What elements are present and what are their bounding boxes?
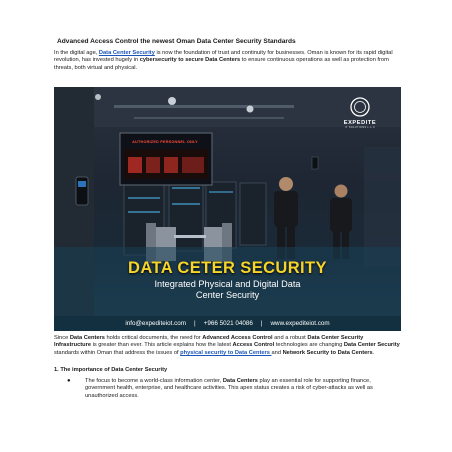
list-item [67,378,402,400]
bullet-text [85,378,402,400]
article-title: Advanced Access Control the newest Oman Data Center Security Standards [57,38,296,45]
dome-camera-icon [168,97,176,105]
contact-website: www.expediteiot.com [270,320,330,327]
intro-text-1: In the digital age, [54,50,99,56]
rack-led-5 [172,203,200,205]
screen-block-3 [164,157,178,173]
hero-image [54,87,401,331]
bullet-text-2: play an essential role for supporting finance, government health, enterprise, and healthcare activities. This apex status creates a risk of cyber-attacks as well as unauthorized access. [85,378,373,399]
p2-bold-2: Advanced Access Control [202,335,273,341]
section-heading: 1. The importance of Data Center Security [54,367,168,373]
screen-block [128,157,142,173]
data-center-security-link[interactable]: Data Center Security [98,50,155,56]
rack-led-4 [172,187,200,189]
logo-subtitle: IT SOLUTIONS L.L.C [344,126,376,129]
banner-subtitle-line1: Integrated Physical and Digital Data [154,279,301,289]
dome-camera-icon-2 [247,106,254,113]
p2-text-2: holds critical documents, the need for [104,335,203,341]
p2-bold-1: Data Centers [69,335,105,341]
authorized-personnel-sign: AUTHORIZED PERSONNEL ONLY [132,140,198,144]
body-paragraph [54,335,401,357]
logo-name: EXPEDITE [343,120,377,126]
wall-reader-icon [312,157,318,169]
separator: | [194,320,196,327]
rack-led-2 [128,197,160,199]
contact-phone: +966 5021 04086 [203,320,253,327]
bullet-bold-1: Data Centers [222,378,258,384]
separator-2: | [260,320,263,327]
hero-banner [54,259,401,301]
guard-head-2 [335,185,348,198]
rack-led-6 [209,191,233,193]
physical-security-link[interactable]: physical security to Data Centers [180,349,272,356]
p2-text-1: Since [54,335,70,341]
wall-camera-icon [95,94,101,100]
expedite-logo [333,97,387,129]
turnstile-arm [174,235,206,238]
p2-text-5: technologies are changing [274,342,344,349]
p2-bold-3: Data Center Security Infrastructure [54,335,364,349]
guard-body [274,191,298,227]
bullet-text-1: The focus to become a world-class information center, [85,378,223,384]
p2-bold-5: Data Center Security [343,342,400,349]
p2-text-6: standards within Oman that address the issues of [54,349,181,356]
ceiling-light-2 [134,117,284,119]
screen-block-4 [182,157,204,173]
keypad-screen [78,181,86,187]
bullet-icon: ● [67,378,71,384]
p2-text-3: and a robust [272,335,308,341]
server-rack-4 [240,183,266,245]
intro-paragraph [54,50,399,72]
intro-bold-1: cybersecurity to secure Data Centers [139,57,241,64]
ceiling-light [114,105,294,108]
screen-block-2 [146,157,160,173]
banner-title: DATA CETER SECURITY [128,259,327,277]
contact-bar [54,316,401,331]
p2-bold-4: Access Control [232,342,275,349]
p2-text-4: is greater than ever. This article explains how the latest [90,342,233,349]
p2-text-8: . [372,349,375,356]
p2-bold-6: Network Security to Data Centers [282,349,373,356]
guard-head [279,177,293,191]
p2-text-7: and [271,349,283,356]
intro-text-2: is now the foundation of trust and continuity for businesses. Oman is known for its rapid digital revolution, has invested hugely in [54,50,393,64]
banner-subtitle-line2: Center Security [195,290,260,301]
rack-led-3 [128,211,160,213]
contact-email: info@expediteiot.com [125,320,186,327]
guard-body-2 [330,198,352,232]
intro-text-3: to ensure continuous operations as well as protection from threats, both virtual and physical. [54,57,389,71]
